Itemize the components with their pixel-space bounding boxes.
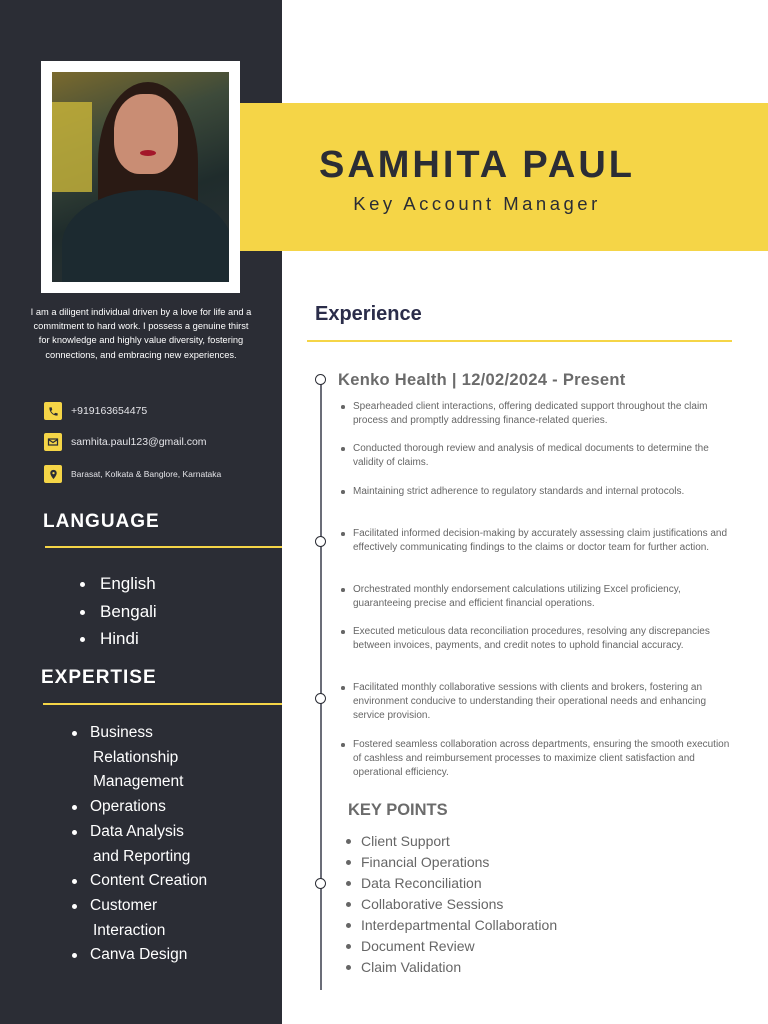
list-item: Client Support	[346, 831, 557, 852]
key-points-list	[346, 831, 557, 978]
list-item: Data Analysis and Reporting	[72, 820, 272, 869]
location-pin-icon	[44, 465, 62, 483]
list-item: Canva Design	[72, 943, 272, 968]
mail-icon	[44, 433, 62, 451]
list-item: Bengali	[80, 601, 157, 629]
list-item: Content Creation	[72, 869, 272, 894]
list-item: Claim Validation	[346, 957, 557, 978]
list-item: Business Relationship Management	[72, 721, 272, 795]
list-item: English	[80, 573, 157, 601]
profile-photo-frame	[41, 61, 240, 293]
candidate-role: Key Account Manager	[353, 193, 601, 214]
list-item: Document Review	[346, 936, 557, 957]
list-item: Customer Interaction	[72, 894, 272, 943]
timeline-line	[320, 380, 322, 990]
language-list	[80, 573, 157, 656]
bio-text: I am a diligent individual driven by a love for life and a commitment to hard work. I possess a genuine thirst for knowledge and highly value diversity, fostering connections, and embracing new experiences.	[30, 307, 252, 360]
list-item: Executed meticulous data reconciliation procedures, resolving any discrepancies between invoices, payments, and credit notes to uphold financial accuracy.	[340, 625, 740, 653]
list-item: Orchestrated monthly endorsement calculations utilizing Excel proficiency, guaranteeing precise and efficient financial operations.	[340, 583, 740, 611]
expertise-heading: EXPERTISE	[41, 667, 157, 688]
list-item: Facilitated informed decision-making by accurately assessing claim justifications and effectively communicating findings to the claims or doctor team for further action.	[340, 527, 740, 555]
list-item: Conducted thorough review and analysis of medical documents to determine the validity of claims.	[340, 442, 740, 470]
timeline-node	[315, 878, 326, 889]
location-text: Barasat, Kolkata & Banglore, Karnataka	[71, 469, 222, 479]
list-item: Fostered seamless collaboration across departments, ensuring the smooth execution of cashless and reimbursement processes to maximize client satisfaction and operational efficiency.	[340, 738, 740, 780]
job-title: Kenko Health | 12/02/2024 - Present	[338, 371, 626, 389]
list-item: Facilitated monthly collaborative sessions with clients and brokers, fostering an environment conducive to understanding their operational needs and enhancing service provision.	[340, 681, 740, 723]
timeline-node	[315, 374, 326, 385]
language-divider	[45, 546, 282, 548]
timeline-node	[315, 693, 326, 704]
language-heading: LANGUAGE	[43, 511, 160, 532]
list-item: Financial Operations	[346, 852, 557, 873]
list-item: Collaborative Sessions	[346, 894, 557, 915]
expertise-divider	[43, 703, 282, 705]
list-item: Operations	[72, 795, 272, 820]
experience-divider	[307, 340, 732, 342]
list-item: Interdepartmental Collaboration	[346, 915, 557, 936]
contact-phone	[44, 402, 147, 420]
timeline-node	[315, 536, 326, 547]
profile-photo	[52, 72, 229, 282]
contact-email	[44, 433, 207, 451]
key-points-heading: KEY POINTS	[348, 801, 448, 819]
expertise-list	[72, 721, 272, 968]
list-item: Spearheaded client interactions, offering dedicated support throughout the claim process and promptly addressing finance-related queries.	[340, 400, 740, 428]
list-item: Data Reconciliation	[346, 873, 557, 894]
phone-text[interactable]: +919163654475	[71, 405, 148, 417]
contact-location	[44, 465, 221, 483]
candidate-name: SAMHITA PAUL	[318, 144, 636, 186]
experience-heading: Experience	[315, 303, 422, 325]
phone-icon	[44, 402, 62, 420]
list-item: Maintaining strict adherence to regulatory standards and internal protocols.	[340, 485, 684, 499]
email-text[interactable]: samhita.paul123@gmail.com	[71, 436, 207, 448]
list-item: Hindi	[80, 628, 157, 656]
